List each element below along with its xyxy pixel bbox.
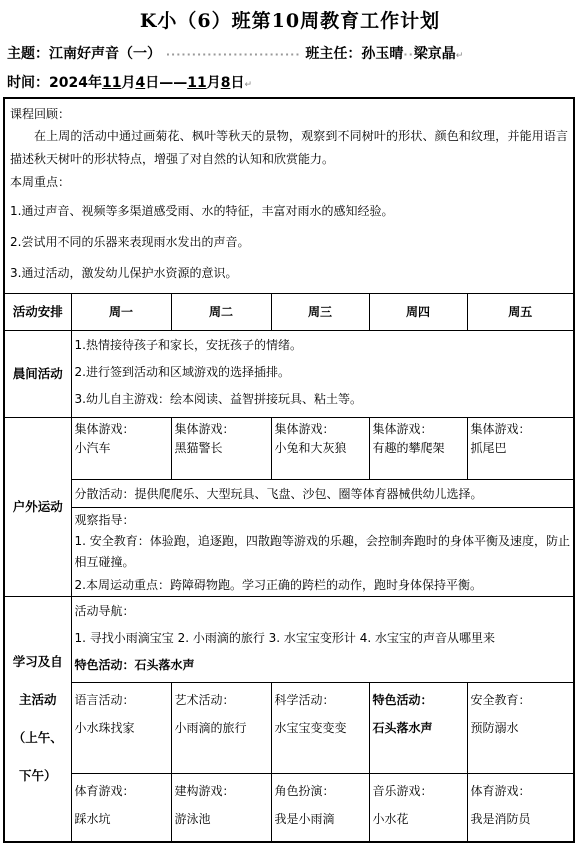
time-label: 时间： <box>7 75 49 91</box>
guide-cell <box>71 508 574 597</box>
teacher-name-1: 孙玉晴 <box>361 46 404 62</box>
time-line <box>7 72 252 92</box>
day-thursday: 周四 <box>369 294 467 331</box>
day-char-2: 日 <box>230 75 245 91</box>
morning-item: 1.热情接待孩子和家长，安抚孩子的情绪。 <box>74 338 302 352</box>
day-monday: 周一 <box>71 294 171 331</box>
focus-item: 3.通过活动，激发幼儿保护水资源的意识。 <box>10 266 238 280</box>
morning-item: 2.进行签到活动和区域游戏的选择插排。 <box>74 365 290 379</box>
teacher-name-2: 梁京晶 <box>413 46 456 62</box>
review-label: 课程回顾： <box>10 107 71 121</box>
month-char-2: 月 <box>206 75 221 91</box>
study-row-2 <box>4 774 574 842</box>
activity-type: 角色扮演： <box>274 784 335 798</box>
nav-label: 活动导航： <box>74 604 135 618</box>
group-game-mon <box>71 418 171 480</box>
guide-label: 观察指导： <box>74 513 135 527</box>
nav-cell <box>71 597 574 683</box>
review-row <box>4 98 574 294</box>
end-day: 8 <box>220 75 231 91</box>
study2-cell-wed <box>271 774 369 842</box>
activity-name: 小水花 <box>372 812 409 826</box>
game-name: 小兔和大灰狼 <box>274 441 347 455</box>
paragraph-mark-icon: ↵ <box>244 80 252 90</box>
activity-name: 小雨滴的旅行 <box>174 721 247 735</box>
morning-row <box>4 331 574 418</box>
start-day: 4 <box>135 75 146 91</box>
study-label-line: 学习及自 <box>12 653 63 669</box>
page-title: K小（6）班第10周教育工作计划 <box>139 10 441 32</box>
focus-item: 2.尝试用不同的乐器来表现雨水发出的声音。 <box>10 235 250 249</box>
dot-spacer: ·· <box>403 48 414 61</box>
game-name: 有趣的攀爬架 <box>372 441 445 455</box>
theme-label: 主题： <box>7 46 49 62</box>
schedule-label: 活动安排 <box>4 294 71 331</box>
activity-type: 科学活动： <box>274 693 335 707</box>
focus-label: 本周重点： <box>10 175 71 189</box>
group-game-tue <box>171 418 271 480</box>
review-cell <box>4 98 574 294</box>
game-type: 集体游戏： <box>274 422 335 436</box>
plan-table <box>3 97 575 843</box>
group-game-fri <box>467 418 574 480</box>
focus-item: 1.通过声音、视频等多渠道感受雨、水的特征，丰富对雨水的感知经验。 <box>10 204 394 218</box>
study-cell-thu <box>369 683 467 774</box>
study-cell-wed <box>271 683 369 774</box>
theme-line <box>7 43 463 63</box>
game-type: 集体游戏： <box>372 422 433 436</box>
study-label <box>4 597 71 842</box>
day-wednesday: 周三 <box>271 294 369 331</box>
outdoor-scatter-row <box>4 480 574 508</box>
day-char-1: 日 <box>145 75 160 91</box>
activity-name: 踩水坑 <box>74 812 111 826</box>
activity-name: 我是小雨滴 <box>274 812 335 826</box>
outdoor-guide-row <box>4 508 574 597</box>
activity-name: 小水珠找家 <box>74 721 135 735</box>
activity-type: 特色活动： <box>372 693 433 707</box>
study-cell-mon <box>71 683 171 774</box>
study-nav-row <box>4 597 574 683</box>
theme-value: 江南好声音（一） <box>49 46 161 62</box>
activity-type: 安全教育： <box>470 693 531 707</box>
activity-name: 水宝宝变变变 <box>274 721 347 735</box>
game-type: 集体游戏： <box>470 422 531 436</box>
game-name: 黑猫警长 <box>174 441 223 455</box>
outdoor-games-row <box>4 418 574 480</box>
activity-name: 我是消防员 <box>470 812 531 826</box>
group-game-thu <box>369 418 467 480</box>
end-month: 11 <box>187 75 207 91</box>
activity-type: 体育游戏： <box>470 784 531 798</box>
activity-name: 石头落水声 <box>372 721 433 735</box>
activity-type: 艺术活动： <box>174 693 235 707</box>
teacher-label: 班主任： <box>305 46 362 62</box>
game-type: 集体游戏： <box>74 422 135 436</box>
study-label-line: 主活动 <box>18 691 57 707</box>
day-tuesday: 周二 <box>171 294 271 331</box>
paragraph-mark-icon: ↵ <box>455 51 464 61</box>
activity-type: 建构游戏： <box>174 784 235 798</box>
game-type: 集体游戏： <box>174 422 235 436</box>
review-text: 在上周的活动中通过画菊花、枫叶等秋天的景物，观察到不同树叶的形状、颜色和纹理，并能用语言描述秋天树叶的形状特点，增强了对自然的认知和欣赏能力。 <box>10 129 569 166</box>
scatter-activity: 分散活动：提供爬爬乐、大型玩具、飞盘、沙包、圈等体育器械供幼儿选择。 <box>71 480 574 508</box>
study-label-line: （上午、 <box>12 729 63 745</box>
study2-cell-fri <box>467 774 574 842</box>
study-cell-fri <box>467 683 574 774</box>
study2-cell-mon <box>71 774 171 842</box>
date-dash: —— <box>159 75 188 91</box>
year: 2024年 <box>49 75 102 91</box>
study-cell-tue <box>171 683 271 774</box>
schedule-header-row <box>4 294 574 331</box>
activity-type: 体育游戏： <box>74 784 135 798</box>
nav-list: 1. 寻找小雨滴宝宝 2. 小雨滴的旅行 3. 水宝宝变形计 4. 水宝宝的声音从哪里来 <box>74 631 496 645</box>
focus-list <box>10 196 568 289</box>
game-name: 抓尾巴 <box>470 441 507 455</box>
feature-activity: 特色活动：石头落水声 <box>74 658 195 672</box>
study2-cell-tue <box>171 774 271 842</box>
morning-cell <box>71 331 574 418</box>
activity-type: 音乐游戏： <box>372 784 433 798</box>
morning-label: 晨间活动 <box>4 331 71 418</box>
outdoor-label: 户外运动 <box>4 418 71 597</box>
activity-name: 预防溺水 <box>470 721 519 735</box>
start-month: 11 <box>101 75 122 91</box>
day-friday: 周五 <box>467 294 574 331</box>
study-label-line: 下午） <box>18 767 57 783</box>
game-name: 小汽车 <box>74 441 111 455</box>
guide-item: 2.本周运动重点：跨障碍物跑。学习正确的跨栏的动作，跑时身体保持平衡。 <box>74 578 482 592</box>
study-row-1 <box>4 683 574 774</box>
group-game-wed <box>271 418 369 480</box>
month-char-1: 月 <box>121 75 136 91</box>
guide-item: 1. 安全教育：体验跑，追逐跑，四散跑等游戏的乐趣，会控制奔跑时的身体平衡及速度，防止相互碰撞。 <box>74 534 571 569</box>
dot-leader: ·························· <box>165 48 301 61</box>
activity-type: 语言活动： <box>74 693 135 707</box>
study2-cell-thu <box>369 774 467 842</box>
activity-name: 游泳池 <box>174 812 211 826</box>
morning-item: 3.幼儿自主游戏：绘本阅读、益智拼接玩具、粘土等。 <box>74 392 362 406</box>
